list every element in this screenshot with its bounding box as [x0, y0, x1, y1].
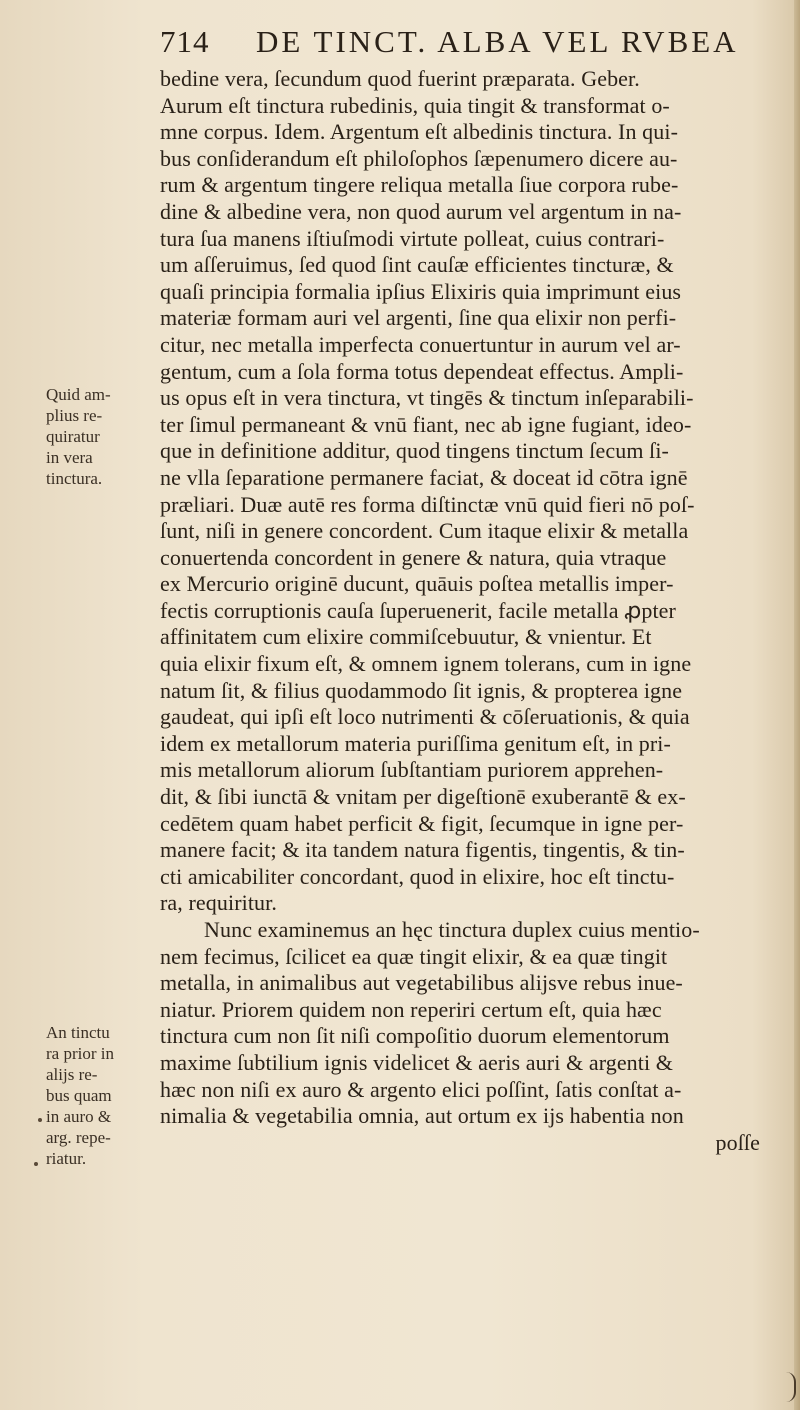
- margin-note-line: quiratur: [46, 427, 100, 446]
- text-line: cti amicabiliter concordant, quod in elixire, hoc eſt tinctu-: [160, 863, 675, 889]
- page-header: [160, 20, 780, 64]
- text-line: rum & argentum tingere reliqua metalla ſiue corpora rube-: [160, 172, 679, 198]
- margin-note-line: in auro &: [46, 1107, 112, 1126]
- margin-note-an-tinctura: [46, 1022, 114, 1169]
- text-line: poſſe: [715, 1129, 760, 1155]
- margin-note-line: Quid am-: [46, 385, 111, 404]
- margin-note-line: An tinctu: [46, 1023, 110, 1042]
- text-line: ter ſimul permaneant & vnū fiant, nec ab igne fugiant, ideo-: [160, 411, 692, 437]
- text-line: niatur. Priorem quidem non reperiri certum eſt, quia hæc: [160, 996, 662, 1022]
- text-line: quia elixir fixum eſt, & omnem ignem tolerans, cum in igne: [160, 651, 692, 677]
- text-line: Aurum eſt tinctura rubedinis, quia tingit & transformat o-: [160, 92, 670, 118]
- margin-note-line: plius re-: [46, 406, 103, 425]
- text-line: Nunc examinemus an hęc tinctura duplex cuius mentio-: [204, 917, 700, 942]
- text-line: manere facit; & ita tandem natura figentis, tingentis, & tin-: [160, 837, 685, 863]
- text-line: bus conſiderandum eſt philoſophos ſæpenumero dicere au-: [160, 145, 678, 171]
- text-line: nem fecimus, ſcilicet ea quæ tingit elixir, & ea quæ tingit: [160, 943, 668, 969]
- text-line: materiæ formam auri vel argenti, ſine qua elixir non perfi-: [160, 305, 677, 331]
- margin-note-line: arg. repe-: [46, 1128, 111, 1147]
- margin-note-line: alijs re-: [46, 1065, 98, 1084]
- text-line: ra, requiritur.: [160, 890, 277, 916]
- text-line: tura ſua manens iſtiuſmodi virtute polleat, cuius contrari-: [160, 225, 665, 251]
- margin-note-line: in vera: [46, 448, 93, 467]
- page-edge: [794, 0, 800, 1410]
- text-line: maxime ſubtilium ignis videlicet & aeris auri & argenti &: [160, 1049, 674, 1075]
- text-line: cedētem quam habet perficit & figit, ſecumque in igne per-: [160, 810, 684, 836]
- text-line: ex Mercurio originē ducunt, quāuis poſtea metallis imper-: [160, 571, 674, 597]
- margin-note-line: bus quam: [46, 1086, 112, 1105]
- margin-note-quid-amplius: [46, 384, 111, 489]
- text-line: citur, nec metalla imperfecta conuertuntur in aurum vel ar-: [160, 331, 681, 357]
- margin-note-line: riatur.: [46, 1149, 87, 1168]
- margin-dot-1: [38, 1118, 42, 1122]
- text-line: ne vlla ſeparatione permanere faciat, & doceat id cōtra ignē: [160, 464, 688, 490]
- text-line: fectis corruptionis cauſa ſuperuenerit, facile metalla ꝓpter: [160, 597, 676, 623]
- text-line: natum ſit, & filius quodammodo ſit ignis, & propterea igne: [160, 677, 683, 703]
- text-line: tinctura cum non ſit niſi compoſitio duorum elementorum: [160, 1023, 670, 1049]
- text-line: quaſi principia formalia ipſius Elixiris quia imprimunt eius: [160, 278, 682, 304]
- page-number: 714: [160, 24, 210, 59]
- text-line: gentum, cum a ſola forma totus dependeat effectus. Ampli-: [160, 358, 684, 384]
- text-line: præliari. Duæ autē res forma diſtinctæ vnū quid fieri nō poſ-: [160, 491, 695, 517]
- text-line: bedine vera, ſecundum quod fuerint præparata. Geber.: [160, 66, 640, 91]
- text-line: hæc non niſi ex auro & argento elici poſſint, ſatis conſtat a-: [160, 1076, 682, 1102]
- text-line: metalla, in animalibus aut vegetabilibus alijsve rebus inue-: [160, 970, 683, 996]
- body-text: [160, 66, 790, 1156]
- text-line: dine & albedine vera, non quod aurum vel argentum in na-: [160, 198, 682, 224]
- text-line: gaudeat, qui ipſi eſt loco nutrimenti & cōſeruationis, & quia: [160, 704, 690, 730]
- text-line: affinitatem cum elixire commiſcebuutur, & vnientur. Et: [160, 624, 652, 650]
- text-line: que in definitione additur, quod tingens tinctum ſecum ſi-: [160, 438, 669, 464]
- text-line: us opus eſt in vera tinctura, vt tingēs & tinctum inſeparabili-: [160, 385, 694, 411]
- margin-note-line: tinctura.: [46, 469, 103, 488]
- text-line: um aſſeruimus, ſed quod ſint cauſæ efficientes tincturæ, &: [160, 252, 674, 278]
- text-line: nimalia & vegetabilia omnia, aut ortum ex ijs habentia non: [160, 1103, 684, 1129]
- margin-note-line: ra prior in: [46, 1044, 114, 1063]
- margin-dot-2: [34, 1162, 38, 1166]
- text-line: ſunt, niſi in genere concordent. Cum itaque elixir & metalla: [160, 518, 689, 544]
- text-line: mne corpus. Idem. Argentum eſt albedinis tinctura. In qui-: [160, 119, 678, 145]
- text-line: mis metallorum aliorum ſubſtantiam puriorem apprehen-: [160, 757, 664, 783]
- text-line: idem ex metallorum materia puriſſima genitum eſt, in pri-: [160, 730, 671, 756]
- text-line: conuertenda concordent in genere & natura, quia vtraque: [160, 544, 667, 570]
- text-line: dit, & ſibi iunctā & vnitam per digeſtionē exuberantē & ex-: [160, 784, 686, 810]
- running-title: DE TINCT. ALBA VEL RVBEA: [256, 24, 739, 59]
